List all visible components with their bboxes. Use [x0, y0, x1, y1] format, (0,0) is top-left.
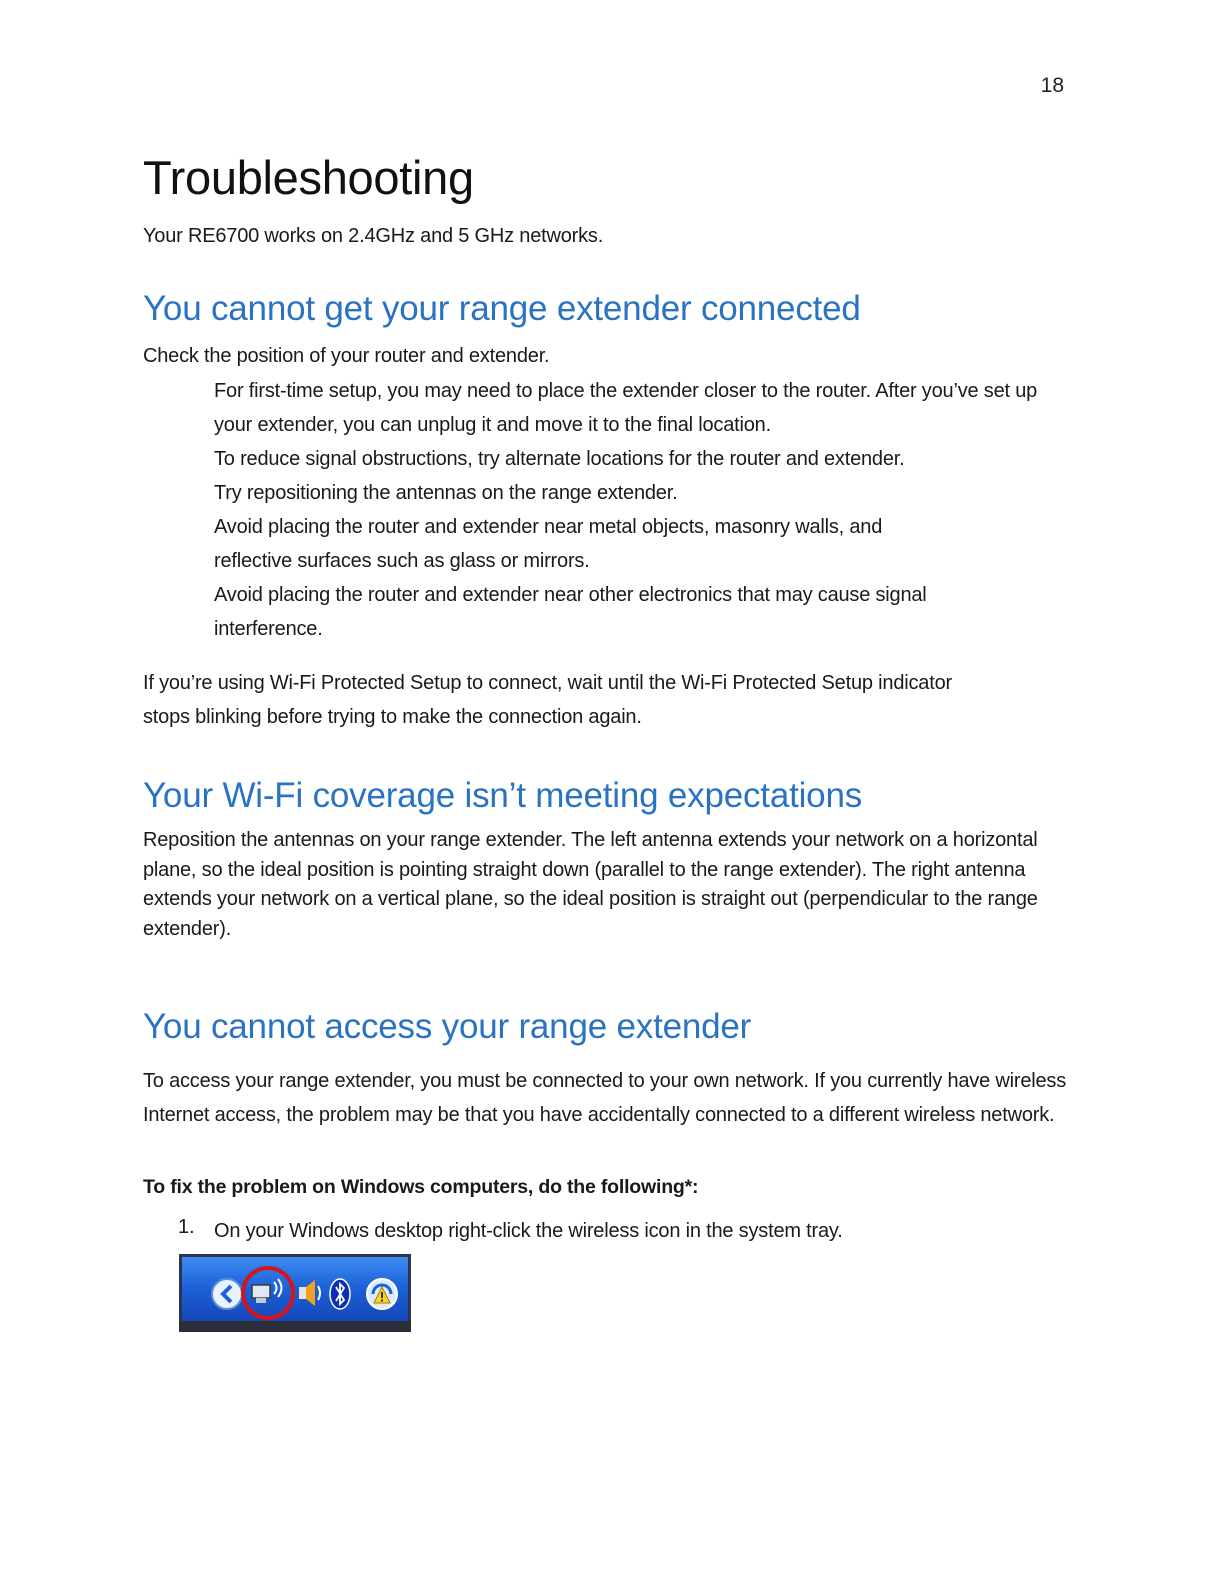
- section1-heading: You cannot get your range extender connected: [143, 289, 861, 328]
- list-item: Try repositioning the antennas on the range extender.: [214, 482, 678, 504]
- list-item: Avoid placing the router and extender near metal objects, masonry walls, and reflective surfaces such as glass or mirrors.: [214, 516, 883, 572]
- wps-note: If you’re using Wi-Fi Protected Setup to connect, wait until the Wi-Fi Protected Setup indicator stops blinking before trying to make the connection again.: [143, 672, 952, 728]
- section3-heading: You cannot access your range extender: [143, 1007, 752, 1046]
- section3-body: To access your range extender, you must be connected to your own network. If you currently have wireless Internet access, the problem may be that you have accidentally connected to a different wireless network.: [143, 1070, 1067, 1126]
- step-text: On your Windows desktop right-click the wireless icon in the system tray.: [214, 1220, 843, 1242]
- list-item: Avoid placing the router and extender near other electronics that may cause signal interference.: [214, 584, 927, 640]
- security-alert-icon[interactable]: [367, 1279, 397, 1309]
- section1-bullet-list: [214, 374, 1084, 646]
- section2-body: Reposition the antennas on your range extender. The left antenna extends your network on a horizontal plane, so the ideal position is pointing straight down (parallel to the range extender). The right antenna extends your network on a vertical plane, so the ideal position is straight out (perpendicular to the range extender).: [143, 829, 1038, 940]
- page-number: 18: [1040, 74, 1064, 97]
- bluetooth-icon[interactable]: [330, 1279, 350, 1309]
- page-title: Troubleshooting: [143, 151, 474, 204]
- section1-lead: Check the position of your router and extender.: [143, 345, 550, 367]
- intro-text: Your RE6700 works on 2.4GHz and 5 GHz networks.: [143, 225, 604, 247]
- section2-heading: Your Wi-Fi coverage isn’t meeting expectations: [143, 776, 863, 815]
- step-number: 1.: [178, 1216, 195, 1238]
- list-item: For first-time setup, you may need to place the extender closer to the router. After you’ve set up your extender, you can unplug it and move it to the final location.: [214, 380, 1038, 436]
- chevron-left-icon[interactable]: [212, 1279, 242, 1309]
- instructions-label: To fix the problem on Windows computers, do the following*:: [143, 1176, 699, 1198]
- list-item: To reduce signal obstructions, try alternate locations for the router and extender.: [214, 448, 905, 470]
- system-tray-screenshot: [179, 1254, 411, 1332]
